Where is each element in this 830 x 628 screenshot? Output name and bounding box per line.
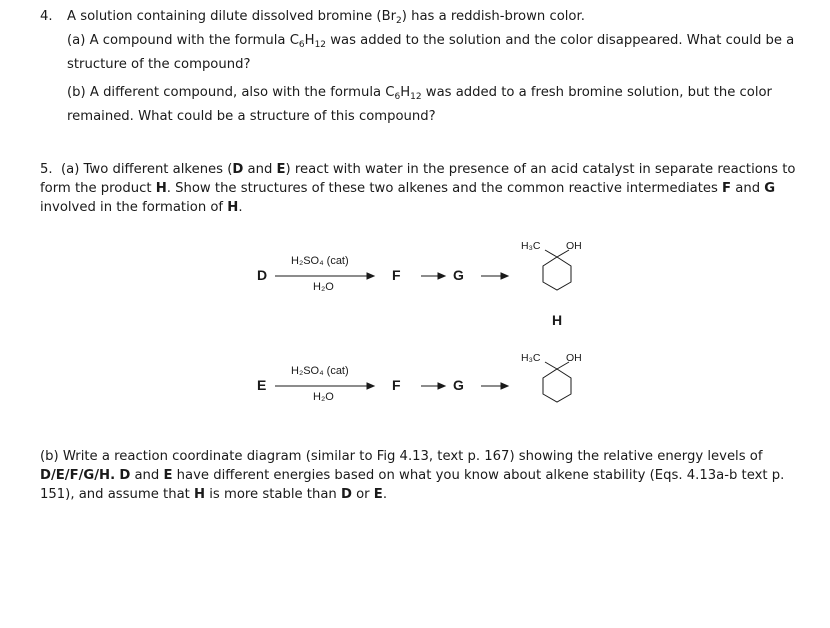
q4-part-b: (b) A different compound, also with the formula $C_6H_{12}$ was added to a fresh bromine solution, but the color remained. What could be a structure of this compound? xyxy=(67,85,772,124)
reagent-acid: H₂SO₄ (cat) xyxy=(291,255,349,267)
q4-intro: A solution containing dilute dissolved bromine $(Br_2)$ has a reddish-brown color. xyxy=(67,9,585,26)
q4-part-a: (a) A compound with the formula $C_6H_{12}$ was added to the solution and the color disappeared. What could be a structure of the compound? xyxy=(67,33,795,72)
product-H-label: H xyxy=(552,312,563,328)
question-5-part-a: 5. (a) Two different alkenes (D and E) react with water in the presence of an acid catalyst in separate reactions to form the product H. Show the structures of these two alkenes and the common reactive intermediates F and G involved in the formation of H. xyxy=(40,162,796,215)
methyl-label: H₃C xyxy=(521,352,541,364)
reagent-water: H₂O xyxy=(313,391,334,403)
question-5-part-b: (b) Write a reaction coordinate diagram (similar to Fig 4.13, text p. 167) showing the relative energy levels of D/E/F/G/H. D and E have different energies based on what you know about alkene stability (Eqs. 4.13a-b text p. 151), and assume that H is more stable than D or E. xyxy=(40,449,785,502)
alkene-D-label: D xyxy=(257,267,268,283)
methyl-label: H₃C xyxy=(521,240,541,252)
hydroxyl-label: OH xyxy=(566,240,582,252)
hydroxyl-label: OH xyxy=(566,352,582,364)
intermediate-G-label: G xyxy=(453,377,464,393)
intermediate-F-label: F xyxy=(392,267,401,283)
reaction-scheme xyxy=(255,240,595,425)
intermediate-F-label: F xyxy=(392,377,401,393)
intermediate-G-label: G xyxy=(453,267,464,283)
reagent-acid: H₂SO₄ (cat) xyxy=(291,365,349,377)
question-number: 4. xyxy=(40,9,53,24)
alkene-E-label: E xyxy=(257,377,267,393)
scheme-graphics xyxy=(255,240,595,425)
reagent-water: H₂O xyxy=(313,281,334,293)
